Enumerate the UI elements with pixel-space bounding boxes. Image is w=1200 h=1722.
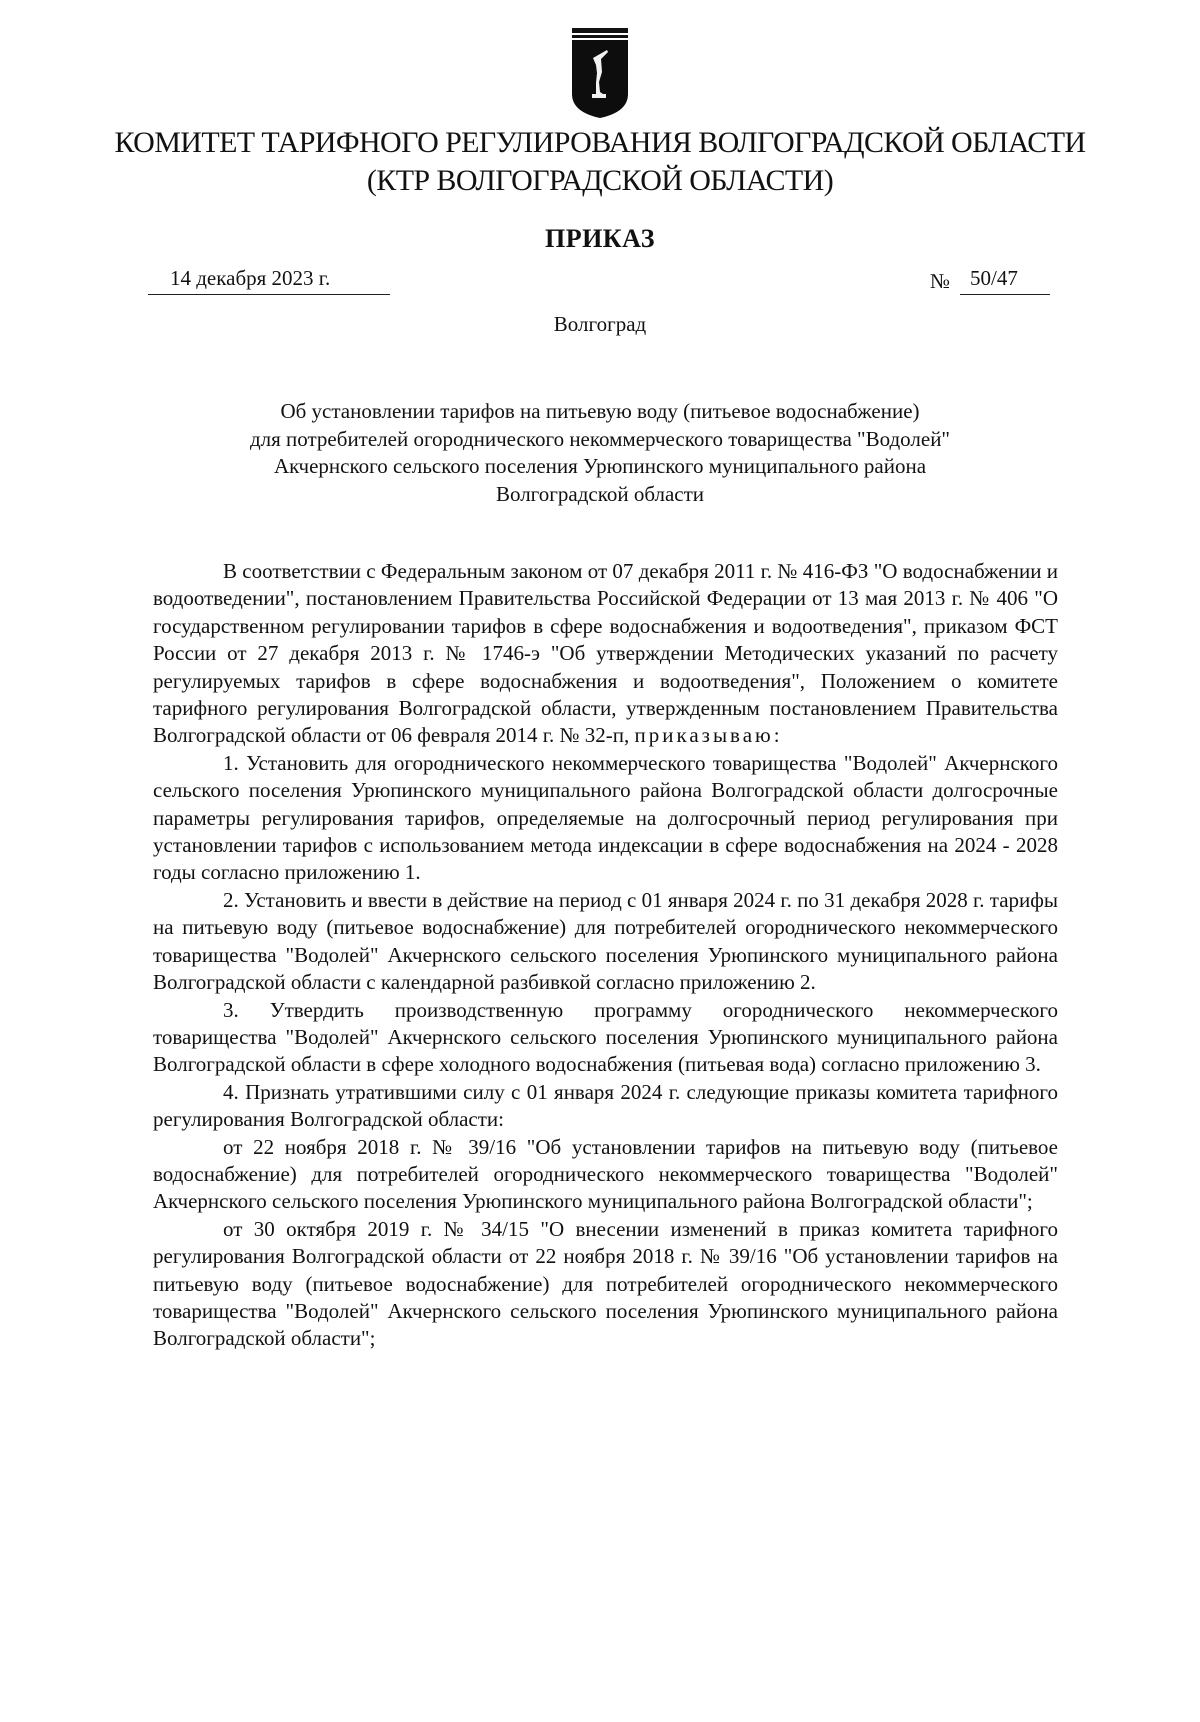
document-date: 14 декабря 2023 г. <box>148 264 390 295</box>
order-item: 1. Установить для огороднического некоммерческого товарищества "Водолей" Акчернского сельского поселения Урюпинского муниципального района Волгоградской области долгосрочные параметры регулирования тарифов, определяемые на долгосрочный период регулирования при установлении тарифов с использованием метода индексации в сфере водоснабжения на 2024 - 2028 годы согласно приложению 1. <box>153 750 1058 885</box>
order-item: 4. Признать утратившими силу с 01 января 2024 г. следующие приказы комитета тарифного регулирования Волгоградской области: <box>153 1079 1058 1132</box>
repealed-order-item: от 30 октября 2019 г. № 34/15 "О внесении изменений в приказ комитета тарифного регулирования Волгоградской области от 22 ноября 2018 г. № 39/16 "Об установлении тарифов на питьевую воду (питьевое водоснабжение) для потребителей огороднического некоммерческого товарищества "Водолей" Акчернского сельского поселения Урюпинского муниципального района Волгоградской области"; <box>153 1216 1058 1351</box>
title-line: для потребителей огороднического некоммерческого товарищества "Водолей" <box>249 426 951 451</box>
document-body <box>153 558 1058 1353</box>
org-short-name: (КТР ВОЛГОГРАДСКОЙ ОБЛАСТИ) <box>366 164 834 197</box>
document-number <box>930 264 1050 295</box>
order-word: приказываю: <box>634 723 783 748</box>
repealed-order-item: от 22 ноября 2018 г. № 39/16 "Об установлении тарифов на питьевую воду (питьевое водоснабжение) для потребителей огороднического некоммерческого товарищества "Водолей" Акчернского сельского поселения Урюпинского муниципального района Волгоградской области"; <box>153 1134 1058 1214</box>
document-city: Волгоград <box>553 312 647 336</box>
preamble-text: В соответствии с Федеральным законом от 07 декабря 2011 г. № 416-ФЗ "О водоснабжении и водоотведении", постановлением Правительства Российской Федерации от 13 мая 2013 г. № 406 "О государственном регулировании тарифов в сфере водоснабжения и водоотведения", приказом ФСТ России от 27 декабря 2013 г. № 1746-э "Об утверждении Методических указаний по расчету регулируемых тарифов в сфере водоснабжения и водоотведения", Положением о комитете тарифного регулирования Волгоградской области, утвержденным постановлением Правительства Волгоградской области от 06 февраля 2014 г. № 32-п, <box>153 559 1058 748</box>
org-name: КОМИТЕТ ТАРИФНОГО РЕГУЛИРОВАНИЯ ВОЛГОГРАДСКОЙ ОБЛАСТИ <box>114 126 1086 159</box>
volgograd-emblem-icon <box>572 28 628 118</box>
number-value: 50/47 <box>960 264 1050 295</box>
title-line: Волгоградской области <box>495 481 705 506</box>
title-line: Об установлении тарифов на питьевую воду (питьевое водоснабжение) <box>280 399 920 423</box>
title-line: Акчернского сельского поселения Урюпинского муниципального района <box>273 454 927 478</box>
document-title <box>160 398 1040 508</box>
order-item: 2. Установить и ввести в действие на период с 01 января 2024 г. по 31 декабря 2028 г. тарифы на питьевую воду (питьевое водоснабжение) для потребителей огороднического некоммерческого товарищества "Водолей" Акчернского сельского поселения Урюпинского муниципального района Волгоградской области с календарной разбивкой согласно приложению 2. <box>153 887 1058 995</box>
preamble-paragraph <box>153 558 1058 750</box>
number-sign: № <box>930 269 951 293</box>
document-type: ПРИКАЗ <box>544 224 656 253</box>
order-item: 3. Утвердить производственную программу огороднического некоммерческого товарищества "Водолей" Акчернского сельского поселения Урюпинского муниципального района Волгоградской области в сфере холодного водоснабжения (питьевая вода) согласно приложению 3. <box>153 997 1058 1077</box>
